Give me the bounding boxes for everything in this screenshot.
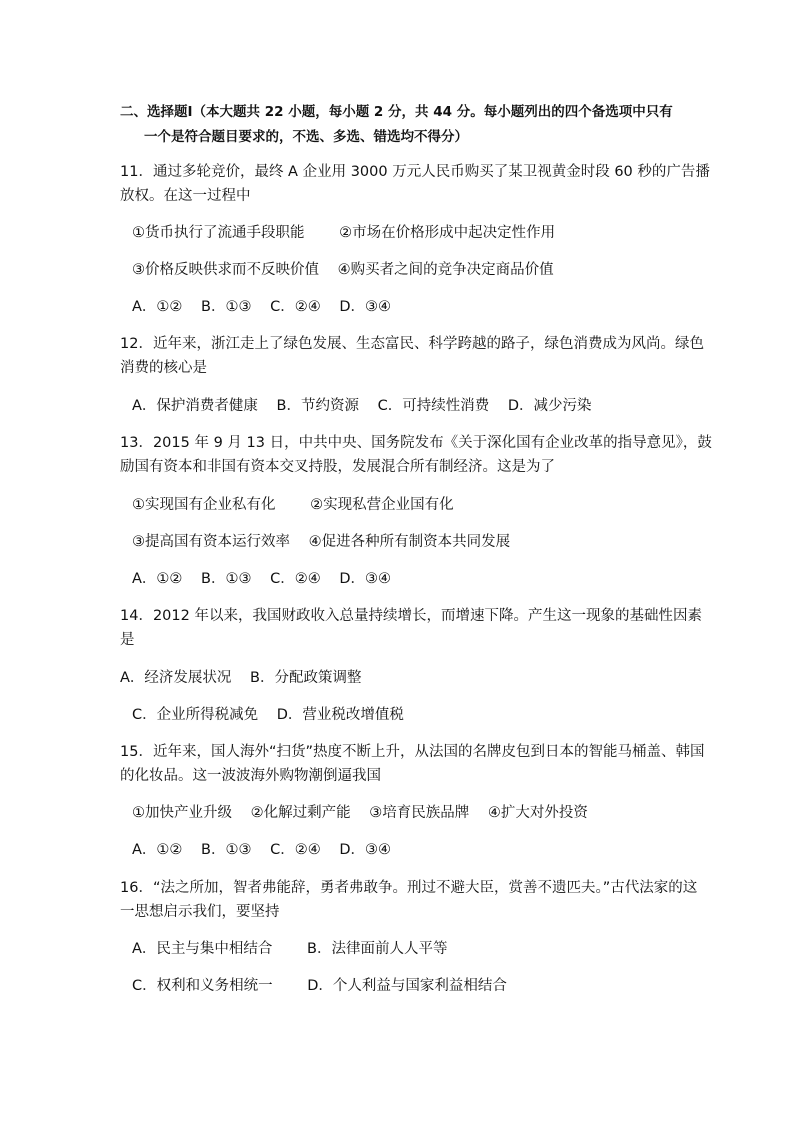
q11-item: ②市场在价格形成中起决定性作用: [339, 225, 556, 241]
q12-option-c[interactable]: C．可持续性消费: [377, 398, 490, 414]
q13-item: ③提高国有资本运行效率: [132, 534, 290, 550]
q16-option-b[interactable]: B．法律面前人人平等: [307, 941, 448, 957]
q15-option-b[interactable]: B．①③: [201, 842, 252, 858]
q14-stem-line2: 是: [120, 632, 135, 648]
q13-option-c[interactable]: C．②④: [270, 571, 321, 587]
q13-item: ①实现国有企业私有化: [132, 497, 276, 513]
q15-item: ②化解过剩产能: [250, 805, 351, 821]
q12-option-b[interactable]: B．节约资源: [276, 398, 359, 414]
q14-option-c[interactable]: C．企业所得税减免: [132, 707, 259, 723]
q11-item: ④购买者之间的竞争决定商品价值: [337, 262, 554, 278]
q11-option-a[interactable]: A．①②: [132, 299, 183, 315]
q14-stem-line1: 14．2012 年以来，我国财政收入总量持续增长，而增速下降。产生这一现象的基础性因素: [120, 608, 702, 624]
q12-stem-line1: 12．近年来，浙江走上了绿色发展、生态富民、科学跨越的路子，绿色消费成为风尚。绿色: [120, 336, 704, 352]
q16-options-row1: [132, 939, 692, 959]
q13-option-d[interactable]: D．③④: [339, 571, 391, 587]
q15-option-a[interactable]: A．①②: [132, 842, 183, 858]
q14-options-row2: [132, 705, 692, 725]
q15-item: ③培育民族品牌: [369, 805, 470, 821]
q14-option-b[interactable]: B．分配政策调整: [250, 670, 362, 686]
q16-option-a[interactable]: A．民主与集中相结合: [132, 941, 273, 957]
q15-stem-line2: 的化妆品。这一波波海外购物潮倒逼我国: [120, 768, 381, 784]
q12-option-a[interactable]: A．保护消费者健康: [132, 398, 258, 414]
q15-item: ①加快产业升级: [132, 805, 232, 821]
q15-option-c[interactable]: C．②④: [270, 842, 321, 858]
q11-option-c[interactable]: C．②④: [270, 299, 321, 315]
q12-stem-line2: 消费的核心是: [120, 360, 207, 376]
q13-items-row1: [132, 495, 692, 515]
q11-item: ①货币执行了流通手段职能: [132, 225, 305, 241]
q11-items-row1: [132, 223, 692, 243]
q13-items-row2: [132, 532, 692, 552]
q16-option-d[interactable]: D．个人利益与国家利益相结合: [307, 978, 507, 994]
q11-stem-line1: 11．通过多轮竞价，最终 A 企业用 3000 万元人民币购买了某卫视黄金时段 60 秒的广告播: [120, 164, 710, 180]
q13-option-a[interactable]: A．①②: [132, 571, 183, 587]
q11-items-row2: [132, 260, 692, 280]
section-title-line1: 二、选择题Ⅰ（本大题共 22 小题，每小题 2 分，共 44 分。每小题列出的四个备选项中只有: [120, 104, 673, 120]
section-title-line2: 一个是符合题目要求的，不选、多选、错选均不得分）: [144, 129, 468, 145]
q11-item: ③价格反映供求而不反映价值: [132, 262, 319, 278]
q13-stem-line2: 励国有资本和非国有资本交叉持股，发展混合所有制经济。这是为了: [120, 459, 555, 475]
q15-options: [132, 840, 692, 860]
q13-stem-line1: 13．2015 年 9 月 13 日，中共中央、国务院发布《关于深化国有企业改革的指导意见》，鼓: [120, 435, 712, 451]
q14-options-row1: [120, 668, 680, 688]
q11-option-d[interactable]: D．③④: [339, 299, 391, 315]
q11-option-b[interactable]: B．①③: [201, 299, 252, 315]
q12-options: [132, 396, 692, 416]
q15-stem-line1: 15．近年来，国人海外“扫货”热度不断上升，从法国的名牌皮包到日本的智能马桶盖、韩国: [120, 744, 705, 760]
q11-options: [132, 297, 692, 317]
q15-items-row1: [132, 803, 692, 823]
q14-option-a[interactable]: A．经济发展状况: [120, 670, 232, 686]
q16-options-row2: [132, 976, 692, 996]
q15-option-d[interactable]: D．③④: [339, 842, 391, 858]
q12-option-d[interactable]: D．减少污染: [507, 398, 592, 414]
q11-stem-line2: 放权。在这一过程中: [120, 188, 251, 204]
q13-item: ②实现私营企业国有化: [310, 497, 454, 513]
q13-item: ④促进各种所有制资本共同发展: [308, 534, 511, 550]
q13-options: [132, 569, 692, 589]
q13-option-b[interactable]: B．①③: [201, 571, 252, 587]
q16-stem-line2: 一思想启示我们，要坚持: [120, 904, 280, 920]
q14-option-d[interactable]: D．营业税改增值税: [276, 707, 404, 723]
q15-item: ④扩大对外投资: [487, 805, 588, 821]
q16-option-c[interactable]: C．权利和义务相统一: [132, 978, 273, 994]
q16-stem-line1: 16．“法之所加，智者弗能辞，勇者弗敢争。刑过不避大臣，赏善不遗匹夫。”古代法家的这: [120, 880, 698, 896]
